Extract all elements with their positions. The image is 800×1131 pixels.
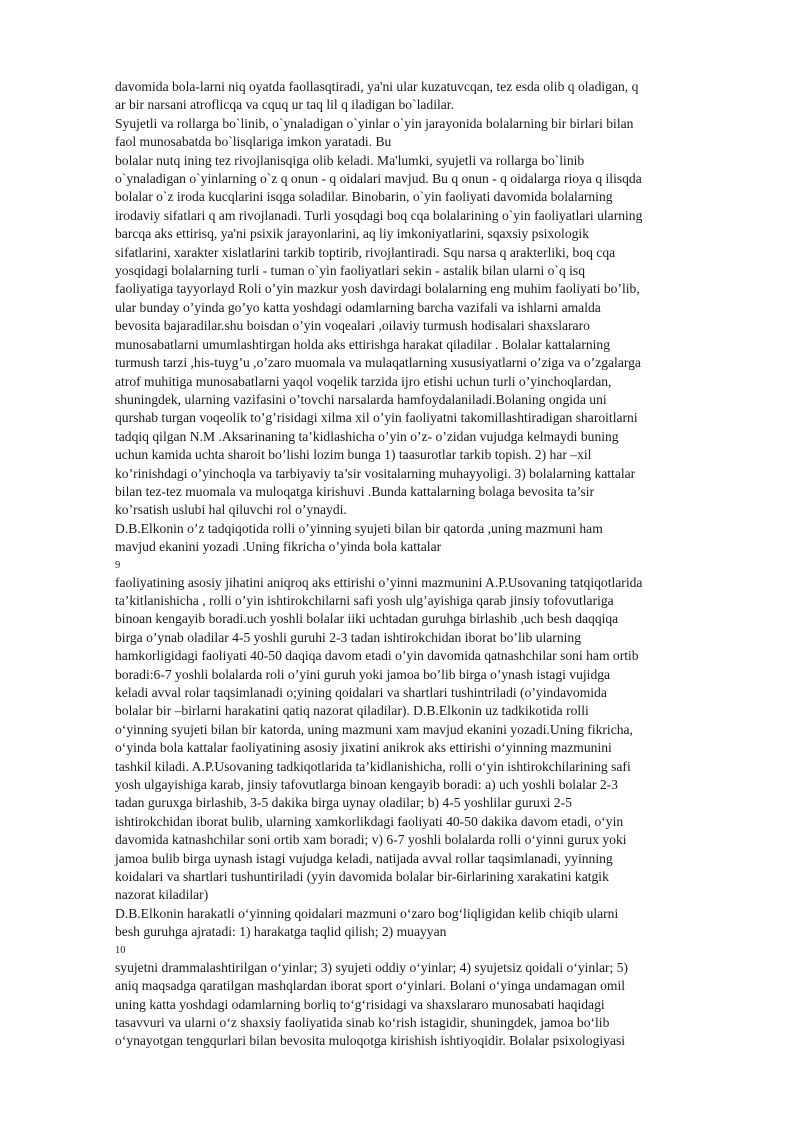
- page-number-10: 10: [115, 944, 126, 956]
- document-page: [115, 78, 745, 1051]
- page-number-9: 9: [115, 559, 121, 571]
- text-block-3: syujetni drammalashtirilgan o‘yinlar; 3) syujeti oddiy o‘yinlar; 4) syujetsiz qoidali o‘yinlar; 5) aniq maqsadga qaratilgan mashqlardan iborat sport o‘yinlari. Bolani o‘yinga undamagan omil uning katta yoshdagi odamlarning borliq to‘g‘risidagi va shaxslararo munosabati haqidagi tasavvuri va ularni o‘z shaxsiy faoliyatida sinab ko‘rish istagidir, shuningdek, jamoa bo‘lib o‘ynayotgan tengqurlari bilan bevosita muloqotga kirishish ishtiyoqidir. Bolalar psixologiyasi: [115, 959, 629, 1049]
- text-block-2: faoliyatining asosiy jihatini aniqroq aks ettirishi o’yinni mazmunini A.P.Usovaning tatqiqotlarida ta’kitlanishicha , rolli o’yin ishtirokchilarni safi yosh ulg’ayishiga qarab jinsiy tofovutlariga binoan kengayib boradi.uch yoshli bolalar iiki uchtadan guruhga birlashib ,uch besh daqqiqa birga o’ynab oladilar 4-5 yoshli guruhi 2-3 tadan ishtirokchidan iborat bo’lib ularning hamkorligidagi faoliyati 40-50 daqiqa davom etadi o’yin davomida qatnashchilar soni ham ortib boradi:6-7 yoshli bolalarda roli o’yini guruh yoki jamoa bo’lib birga o’ynash istagi vujidga keladi avval rolar taqsimlanadi o;yining qoidalari va shartlari tushintriladi (o’yindavomida bolalar bir –birlarni harakatini qatiq nazorat qiladilar). D.B.Elkonin uz tadkikotida rolli o‘yinning syujeti bilan bir katorda, uning mazmuni xam mavjud ekanini yozadi.Uning fikricha, o‘yinda bola kattalar faoliyatining asosiy jixatini anikrok aks ettirishi o‘yinning mazmunini tashkil kiladi. A.P.Usovaning tadkiqotlarida ta’kidlanishicha, rolli o‘yin ishtirokchilarining safi yosh ulgayishiga karab, jinsiy tafovutlarga binoan kengayib boradi: a) uch yoshli bolalar 2-3 tadan guruxga birlashib, 3-5 dakika birga uynay oladilar; b) 4-5 yoshlilar guruxi 2-5 ishtirokchidan iborat bulib, ularning xamkorlikdagi faoliyati 40-50 dakika davom etadi, o‘yin davomida katnashchilar soni ortib xam boradi; v) 6-7 yoshli bolalarda rolli o‘yinni gurux yoki jamoa bulib birga uynash istagi vujudga keladi, natijada avval rollar taqsimlanadi, yyinning koidalari va shartlari tushuntiriladi (yyin davomida bolalar bir-6irlarining xarakatini katgik nazorat kiladilar) D.B.Elkonin harakatli o‘yinning qoidalari mazmuni o‘zaro bog‘liqligidan kelib chiqib ularni besh guruhga ajratadi: 1) harakatga taqlid qilish; 2) muayyan: [115, 574, 643, 940]
- text-block-1: davomida bola-larni niq oyatda faollasqtiradi, ya'ni ular kuzatuvcqan, tez esda olib q oladigan, q ar bir narsani atroflicqa va cquq ur taq lil q iladigan bo`ladilar. Syujetli va rollarga bo`linib, o`ynaladigan o`yinlar o`yin jarayonida bolalarning bir birlari bilan faol munosabatda bo`lisqlariga imkon yaratadi. Bu bolalar nutq ining tez rivojlanisqiga olib keladi. Ma'lumki, syujetli va rollarga bo`linib o`ynaladigan o`yinlarning o`z q onun - q oidalari mavjud. Bu q onun - q oidalarga rioya q ilisqda bolalar o`z iroda kucqlarini isqga soladilar. Binobarin, o`yin faoliyati davomida bolalarning irodaviy sifatlari q am rivojlanadi. Turli yosqdagi boq cqa bolalarining o`yin faoliyatlari ularning barcqa aks ettirisq, ya'ni psixik jarayonlarini, aq liy imkoniyatlarini, sqaxsiy psixologik sifatlarini, xarakter xislatlarini tarkib toptirib, rivojlantiradi. Squ narsa q arakterliki, boq cqa yosqidagi bolalarning turli - tuman o`yin faoliyatlari sekin - astalik bilan ularni o`q isq faoliyatiga tayyorlayd Roli o’yin mazkur yosh davirdagi bolalarning eng muhim faoliyati bo’lib, ular bunday o’yinda go’yo katta yoshdagi odamlarning barcha vazifali va ishlarni amalda bevosita bajaradilar.shu boisdan o’yin voqealari ,oilaviy turmush hodisalari shaxslararo munosabatlarni umumlashtirgan holda aks ettirishga harakat qiladilar . Bolalar kattalarning turmush tarzi ,his-tuyg’u ,o’zaro muomala va mulaqatlarning xususiyatlarni o’ziga va o’zgalarga atrof muhitiga munosabatlarni yaqol voqelik tarzida ijro etishi uchun turli o’yinchoqlardan, shuningdek, ularning vazifasini o’tovchi narsalarda hamfoydalaniladi.Bolaning ongida uni qurshab turgan voqeolik to’g’risidagi xilma xil o’yin faoliyatni takomillashtiradigan sharoitlarni tadqiq qilgan N.M .Aksarinaning ta’kidlashicha o’yin o’z- o’zidan vujudga kelmaydi buning uchun kamida uchta sharoit bo’lishi lozim bunga 1) taasurotlar tarkib topish. 2) har –xil ko’rinishdagi o’yinchoqla va tarbiyaviy ta’sir vositalarning muhayyoligi. 3) bolalarning kattalar bilan tez-tez muomala va muloqatga kirishuvi .Bunda kattalarning bolaga bevosita ta’sir ko’rsatish uslubi hal qiluvchi rol o’ynaydi. D.B.Elkonin o’z tadqiqotida rolli o’yinning syujeti bilan bir qatorda ,uning mazmuni ham mavjud ekanini yozadi .Uning fikricha o’yinda bola kattalar: [115, 79, 643, 555]
